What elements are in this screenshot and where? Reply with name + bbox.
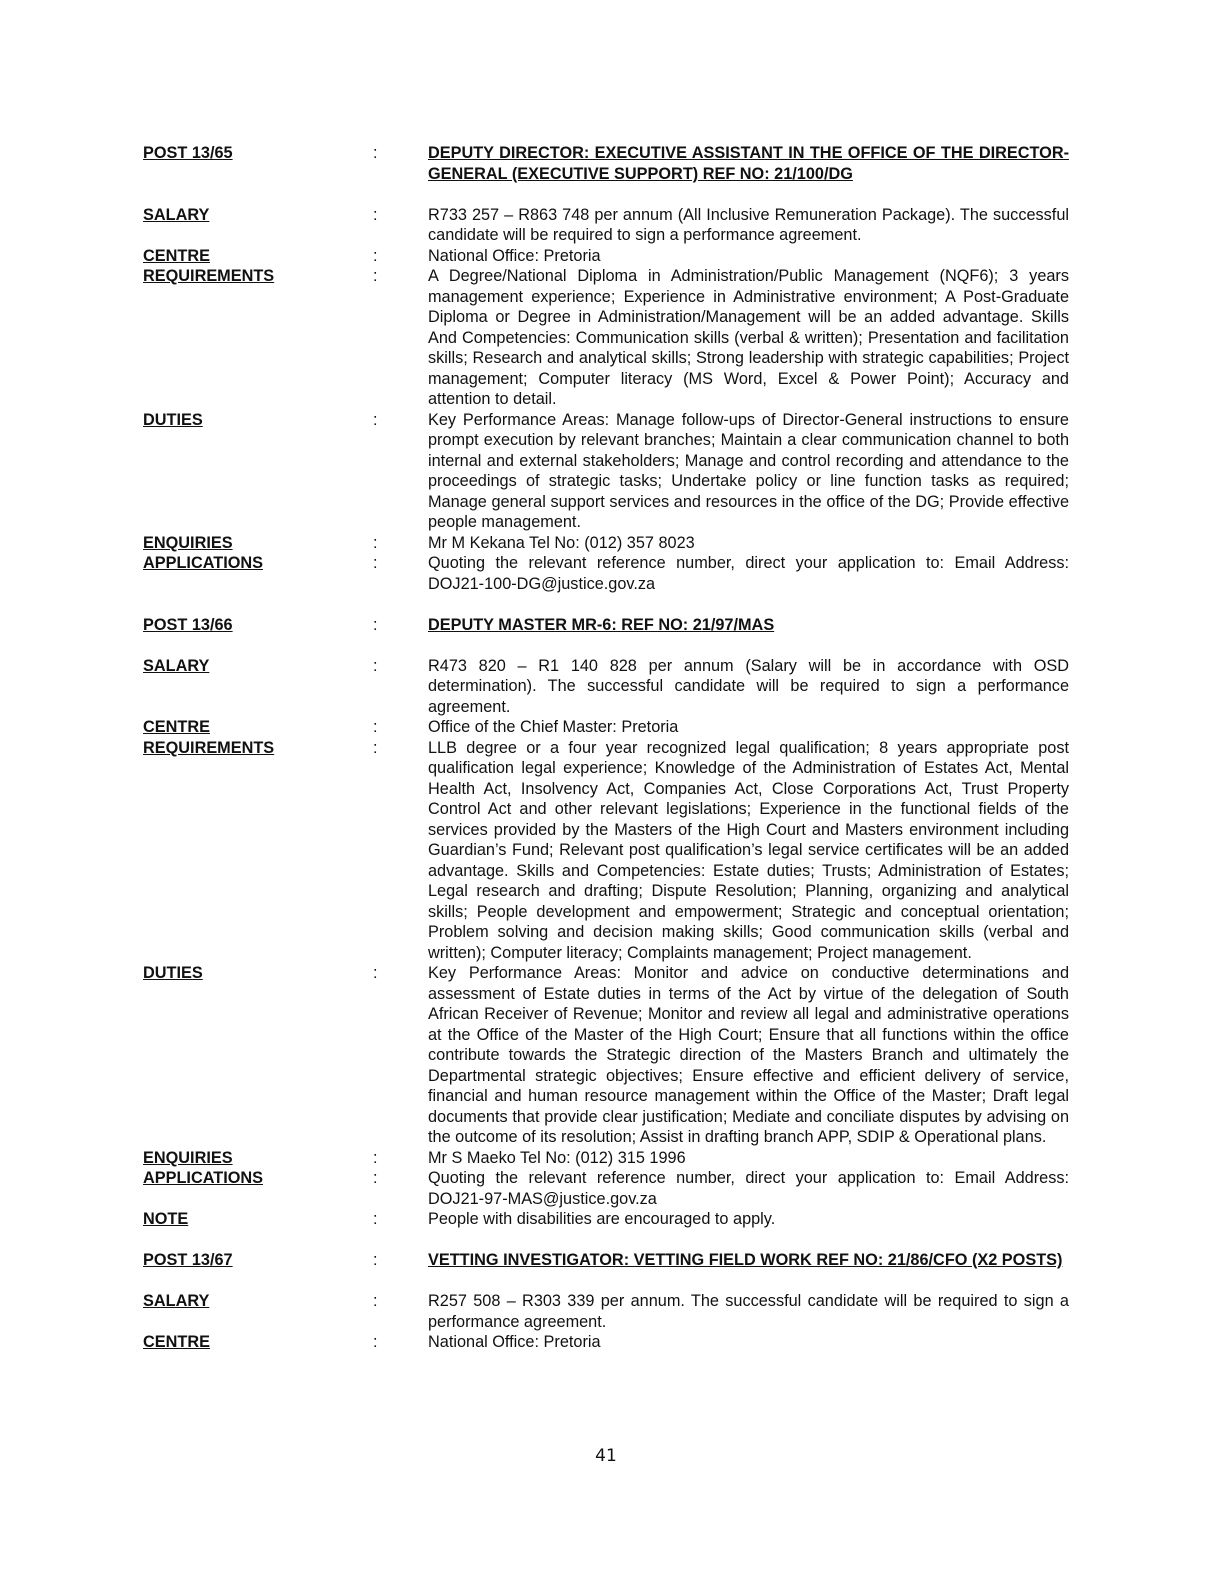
colon: :	[373, 144, 378, 162]
field-value: Mr S Maeko Tel No: (012) 315 1996	[428, 1148, 686, 1167]
field-label: DUTIES	[143, 410, 203, 429]
post-label: POST 13/65	[143, 144, 233, 162]
colon: :	[373, 718, 378, 736]
field-value: Key Performance Areas: Monitor and advice on conductive determinations and assessment of Estate duties in terms of the Act by virtue of the delegation of South African Receiver of Revenue; Monitor and review all legal and administrative operations at the Office of the Master of the High Court; Ensure that all functions within the office contribute towards the Strategic direction of the Masters Branch and ultimately the Departmental strategic objectives; Ensure effective and efficient delivery of service, financial and human resource management within the Office of the Master; Draft legal documents that provide clear justification; Mediate and conciliate disputes by advising on the outcome of its resolution; Assist in drafting branch APP, SDIP & Operational plans.	[428, 964, 1069, 1146]
field-centre	[143, 246, 1069, 267]
field-label: DUTIES	[143, 964, 203, 982]
field-value: National Office: Pretoria	[428, 246, 601, 265]
field-salary	[143, 1291, 1069, 1332]
colon: :	[373, 246, 378, 265]
field-value: LLB degree or a four year recognized legal qualification; 8 years appropriate post qualification legal experience; Knowledge of the Administration of Estates Act, Mental Health Act, Insolvency Act, Companies Act, Close Corporations Act, Trust Property Control Act and other relevant legislations; Experience in the functional fields of the services provided by the Masters of the High Court and Masters environment including Guardian’s Fund; Relevant post qualification’s legal service certificates will be an added advantage. Skills and Competencies: Estate duties; Trusts; Administration of Estates; Legal research and drafting; Dispute Resolution; Planning, organizing and analytical skills; People development and empowerment; Strategic and conceptual orientation; Problem solving and decision making skills; Good communication skills (verbal and written); Computer literacy; Complaints management; Project management.	[428, 738, 1069, 962]
field-label: NOTE	[143, 1210, 189, 1228]
field-label: ENQUIRIES	[143, 1148, 233, 1167]
field-value: R733 257 – R863 748 per annum (All Inclusive Remuneration Package). The successful candidate will be required to sign a performance agreement.	[428, 205, 1069, 244]
field-enquiries	[143, 1148, 1069, 1169]
field-note	[143, 1209, 1069, 1230]
field-label: CENTRE	[143, 246, 210, 265]
field-salary	[143, 205, 1069, 246]
field-value: A Degree/National Diploma in Administration/Public Management (NQF6); 3 years management experience; Experience in Administrative environment; A Post-Graduate Diploma or Degree in Administration/Management will be an added advantage. Skills And Competencies: Communication skills (verbal & written); Presentation and facilitation skills; Research and analytical skills; Strong leadership with strategic capabilities; Project management; Computer literacy (MS Word, Excel & Power Point); Accuracy and attention to detail.	[428, 267, 1069, 408]
colon: :	[373, 267, 378, 285]
colon: :	[373, 738, 378, 757]
field-value: National Office: Pretoria	[428, 1333, 601, 1351]
field-centre	[143, 717, 1069, 738]
field-value: Mr M Kekana Tel No: (012) 357 8023	[428, 533, 695, 552]
colon: :	[373, 554, 378, 572]
colon: :	[373, 1169, 378, 1187]
field-duties	[143, 410, 1069, 533]
field-label: SALARY	[143, 205, 210, 224]
field-enquiries	[143, 533, 1069, 554]
colon: :	[373, 1210, 378, 1228]
post-title: DEPUTY DIRECTOR: EXECUTIVE ASSISTANT IN THE OFFICE OF THE DIRECTOR-GENERAL (EXECUTIVE SUPPORT) REF NO: 21/100/DG	[428, 144, 1069, 183]
field-applications	[143, 553, 1069, 594]
post-title: DEPUTY MASTER MR-6: REF NO: 21/97/MAS	[428, 615, 775, 634]
field-label: REQUIREMENTS	[143, 738, 275, 757]
field-applications	[143, 1168, 1069, 1209]
field-value: Office of the Chief Master: Pretoria	[428, 718, 679, 736]
field-value: R257 508 – R303 339 per annum. The successful candidate will be required to sign a performance agreement.	[428, 1292, 1069, 1331]
colon: :	[373, 1292, 378, 1310]
field-label: APPLICATIONS	[143, 554, 264, 572]
post-label: POST 13/66	[143, 615, 233, 634]
colon: :	[373, 656, 378, 675]
post-header	[143, 143, 1069, 184]
post-header	[143, 1250, 1069, 1271]
field-value: R473 820 – R1 140 828 per annum (Salary will be in accordance with OSD determination). The successful candidate will be required to sign a performance agreement.	[428, 656, 1069, 716]
field-label: SALARY	[143, 656, 210, 675]
field-label: CENTRE	[143, 718, 210, 736]
colon: :	[373, 615, 378, 634]
field-duties	[143, 963, 1069, 1148]
colon: :	[373, 410, 378, 429]
colon: :	[373, 964, 378, 982]
field-value: People with disabilities are encouraged to apply.	[428, 1210, 776, 1228]
field-label: CENTRE	[143, 1333, 210, 1351]
vacancy-list	[143, 143, 1069, 1353]
field-requirements	[143, 738, 1069, 964]
field-requirements	[143, 266, 1069, 410]
field-label: SALARY	[143, 1292, 210, 1310]
post-label: POST 13/67	[143, 1251, 233, 1269]
field-label: REQUIREMENTS	[143, 267, 275, 285]
field-value: Key Performance Areas: Manage follow-ups of Director-General instructions to ensure prompt execution by relevant branches; Maintain a clear communication channel to both internal and external stakeholders; Manage and control recording and attendance to the proceedings of strategic tasks; Undertake policy or line function tasks as required; Manage general support services and resources in the office of the DG; Provide effective people management.	[428, 410, 1069, 531]
colon: :	[373, 533, 378, 552]
field-value: Quoting the relevant reference number, direct your application to: Email Address: DOJ21-97-MAS@justice.gov.za	[428, 1169, 1069, 1208]
field-value: Quoting the relevant reference number, direct your application to: Email Address: DOJ21-100-DG@justice.gov.za	[428, 554, 1069, 593]
colon: :	[373, 1251, 378, 1269]
field-centre	[143, 1332, 1069, 1353]
field-label: APPLICATIONS	[143, 1169, 264, 1187]
field-label: ENQUIRIES	[143, 533, 233, 552]
post-header	[143, 615, 1069, 636]
colon: :	[373, 1333, 378, 1351]
colon: :	[373, 205, 378, 224]
post-title: VETTING INVESTIGATOR: VETTING FIELD WORK REF NO: 21/86/CFO (X2 POSTS)	[428, 1251, 1063, 1269]
page-number: 41	[595, 1446, 617, 1466]
field-salary	[143, 656, 1069, 718]
colon: :	[373, 1148, 378, 1167]
